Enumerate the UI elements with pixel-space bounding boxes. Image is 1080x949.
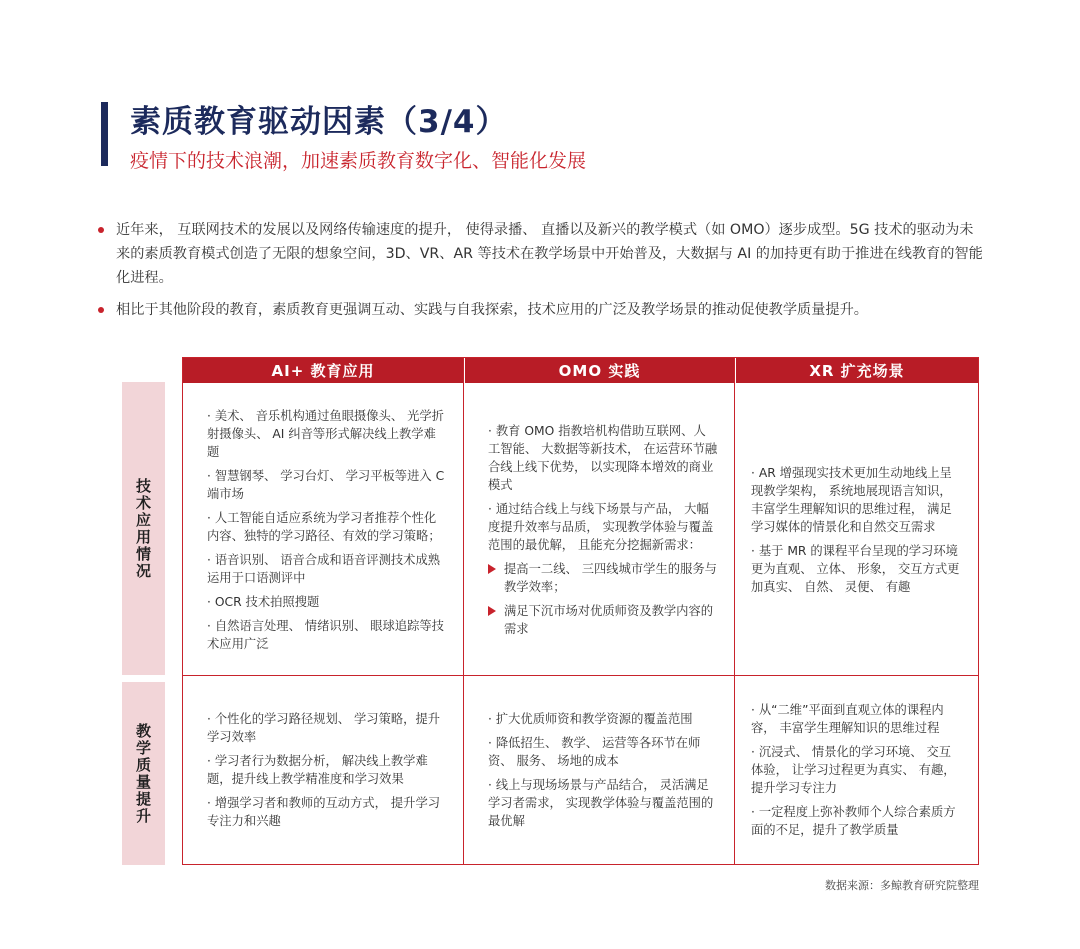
cell-item: · 学习者行为数据分析， 解决线上教学难题，提升线上教学精准度和学习效果 [207,754,428,786]
page-title: 素质教育驱动因素（3/4） [130,104,508,140]
column-header-xr: XR 扩充场景 [736,358,978,383]
cell-item: · 语音识别、 语音合成和语音评测技术成熟运用于口语测评中 [207,552,441,585]
cell-item: · 智慧钢琴、 学习台灯、 学习平板等进入 C 端市场 [207,468,445,501]
cell-item: · 从“二维”平面到直观立体的课程内容， 丰富学生理解知识的思维过程 [751,703,944,735]
cell-omo-quality [464,676,734,864]
intro-bullets [96,218,986,330]
cell-item: · 线上与现场场景与产品结合， 灵活满足学习者需求， 实现教学体验与覆盖范围的最优解 [488,778,714,828]
cell-ai-quality [183,676,463,864]
cell-item: · 降低招生、 教学、 运营等各环节在师资、 服务、 场地的成本 [488,736,701,768]
bullet-dot-icon [98,307,104,313]
cell-omo-tech [464,384,734,675]
cell-item: · 自然语言处理、 情绪识别、 眼球追踪等技术应用广泛 [207,618,444,651]
cell-item: · 增强学习者和教师的互动方式， 提升学习专注力和兴趣 [207,796,441,828]
title-accent-bar [101,102,108,166]
row-label-tech [122,382,165,675]
bullet-item [96,298,986,322]
cell-item: · 一定程度上弥补教师个人综合素质方面的不足，提升了教学质量 [751,805,956,837]
cell-item: · 教育 OMO 指教培机构借助互联网、人工智能、 大数据等新技术， 在运营环节融合线上线下优势， 以实现降本增效的商业模式 [488,423,718,492]
cell-item: · 沉浸式、 情景化的学习环境、 交互体验， 让学习过程更为真实、 有趣，提升学习专注力 [751,745,956,795]
comparison-table [182,357,979,865]
data-source: 数据来源：多鲸教育研究院整理 [825,879,979,892]
row-label-text: 技术应用情况 [134,477,152,580]
bullet-text: 相比于其他阶段的教育，素质教育更强调互动、实践与自我探索，技术应用的广泛及教学场景的推动促使教学质量提升。 [116,302,868,318]
cell-item: · 个性化的学习路径规划、 学习策略，提升学习效率 [207,712,441,744]
row-label-quality [122,682,165,865]
cell-ai-tech [183,384,463,675]
cell-xr-tech [735,384,978,675]
cell-item: · 美术、 音乐机构通过鱼眼摄像头、 光学折射摄像头、 AI 纠音等形式解决线上教学难题 [207,408,444,459]
cell-item: · 基于 MR 的课程平台呈现的学习环境更为直观、 立体、 形象， 交互方式更加真实、 自然、 灵便、 有趣 [751,543,960,594]
page-subtitle: 疫情下的技术浪潮，加速素质教育数字化、智能化发展 [130,150,587,172]
bullet-text: 近年来， 互联网技术的发展以及网络传输速度的提升， 使得录播、 直播以及新兴的教学模式（如 OMO）逐步成型。5G 技术的驱动为未来的素质教育模式创造了无限的想象空间，3D、VR、AR 等技术在教学场景中开始普及，大数据与 AI 的加持更有助于推进在线教育的智能化进程。 [116,222,983,286]
cell-subitem: 提高一二线、 三四线城市学生的服务与教学效率； [488,560,718,596]
column-header-omo: OMO 实践 [465,358,734,383]
cell-subitem: 满足下沉市场对优质师资及教学内容的需求 [488,602,718,638]
column-header-ai: AI+ 教育应用 [183,358,463,383]
cell-item: · OCR 技术拍照搜题 [207,594,320,609]
cell-item: · 扩大优质师资和教学资源的覆盖范围 [488,712,693,726]
cell-item: · 人工智能自适应系统为学习者推荐个性化内容、独特的学习路径、有效的学习策略； [207,510,441,543]
cell-item: · AR 增强现实技术更加生动地线上呈现教学架构， 系统地展现语言知识， 丰富学生理解知识的思维过程， 满足学习媒体的情景化和自然交互需求 [751,465,952,534]
cell-xr-quality [735,676,978,864]
bullet-item [96,218,986,290]
bullet-dot-icon [98,227,104,233]
row-label-text: 教学质量提升 [134,722,152,825]
cell-item: · 通过结合线上与线下场景与产品， 大幅度提升效率与品质， 实现教学体验与覆盖范围的最优解， 且能充分挖掘新需求： [488,501,714,552]
